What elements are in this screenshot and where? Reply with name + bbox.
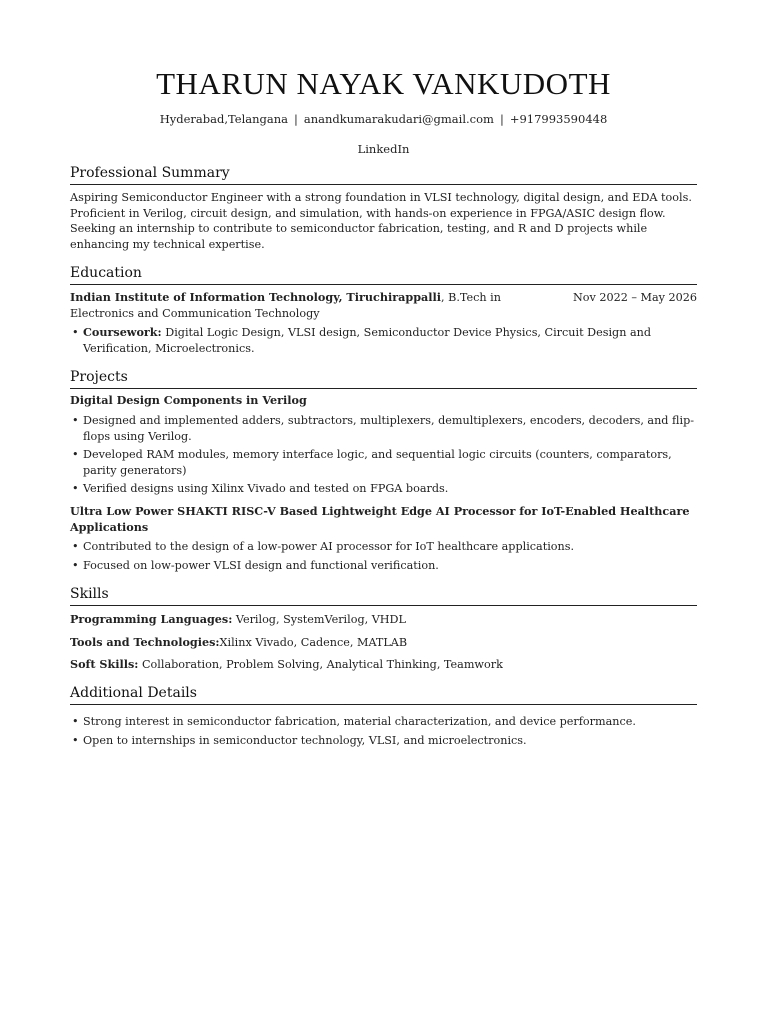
list-item	[70, 733, 697, 749]
email-link[interactable]: anandkumarakudari@gmail.com	[303, 112, 494, 126]
project-title: Ultra Low Power SHAKTI RISC-V Based Lightweight Edge AI Processor for IoT-Enabled Healthcare Applications	[70, 504, 690, 534]
bullet-dot: •	[72, 414, 79, 427]
project-title: Digital Design Components in Verilog	[70, 393, 307, 407]
coursework-label: Coursework:	[83, 325, 162, 339]
phone-text: +917993590448	[509, 112, 608, 126]
candidate-name: THARUN NAYAK VANKUDOTH	[156, 66, 611, 101]
additional-bullet-text: Open to internships in semiconductor technology, VLSI, and microelectronics.	[83, 734, 527, 747]
list-item	[70, 558, 697, 574]
location-text: Hyderabad,Telangana	[159, 112, 289, 126]
bullet-dot: •	[72, 326, 79, 339]
institution-name: Indian Institute of Information Technology, Tiruchirappalli	[70, 290, 442, 304]
section-title-additional: Additional Details	[70, 684, 697, 705]
contact-separator: |	[499, 112, 504, 126]
project-bullet-text: Focused on low-power VLSI design and functional verification.	[83, 559, 439, 572]
coursework-text: Digital Logic Design, VLSI design, Semiconductor Device Physics, Circuit Design and Verification, Microelectronics.	[83, 326, 651, 355]
section-title-education: Education	[70, 264, 697, 285]
project-bullet-text: Verified designs using Xilinx Vivado and tested on FPGA boards.	[83, 482, 449, 495]
skill-label: Programming Languages:	[70, 612, 233, 626]
coursework-item	[70, 325, 697, 356]
contact-separator: |	[294, 112, 298, 126]
skill-value: Verilog, SystemVerilog, VHDL	[232, 613, 406, 626]
education-dates: Nov 2022 – May 2026	[572, 291, 697, 304]
list-item	[70, 413, 697, 444]
bullet-dot: •	[72, 448, 79, 461]
list-item	[70, 714, 697, 730]
bullet-dot: •	[72, 715, 79, 728]
bullet-dot: •	[72, 559, 79, 572]
skill-value: Xilinx Vivado, Cadence, MATLAB	[219, 636, 408, 649]
project-bullet-text: Contributed to the design of a low-power AI processor for IoT healthcare applications.	[83, 540, 575, 553]
skill-label: Tools and Technologies:	[70, 635, 220, 649]
section-title-skills: Skills	[70, 585, 697, 606]
list-item	[70, 447, 697, 478]
section-title-projects: Projects	[70, 368, 697, 389]
linkedin-link[interactable]: LinkedIn	[357, 142, 410, 156]
contact-line	[70, 111, 697, 127]
skills-row	[70, 635, 697, 651]
skill-label: Soft Skills:	[70, 657, 139, 671]
education-entry	[70, 290, 697, 321]
skill-value: Collaboration, Problem Solving, Analytical Thinking, Teamwork	[138, 658, 503, 671]
bullet-dot: •	[72, 734, 79, 747]
skills-row	[70, 612, 697, 628]
bullet-dot: •	[72, 482, 79, 495]
project-bullet-text: Developed RAM modules, memory interface logic, and sequential logic circuits (counters, comparators, parity generators)	[83, 448, 672, 477]
skills-row	[70, 657, 697, 673]
section-title-summary: Professional Summary	[70, 164, 697, 185]
list-item	[70, 481, 697, 497]
summary-text: Aspiring Semiconductor Engineer with a strong foundation in VLSI technology, digital design, and EDA tools. Proficient in Verilog, circuit design, and simulation, with hands-on experience in FPGA/ASIC design flow. Seeking an internship to contribute to semiconductor fabrication, testing, and R and D projects while enhancing my technical expertise.	[70, 191, 692, 251]
list-item	[70, 539, 697, 555]
degree-text: , B.Tech in Electronics and Communication Technology	[70, 291, 501, 320]
bullet-dot: •	[72, 540, 79, 553]
additional-bullet-text: Strong interest in semiconductor fabrication, material characterization, and device performance.	[83, 715, 636, 728]
project-bullet-text: Designed and implemented adders, subtractors, multiplexers, demultiplexers, encoders, decoders, and flip-flops using Verilog.	[83, 414, 695, 443]
